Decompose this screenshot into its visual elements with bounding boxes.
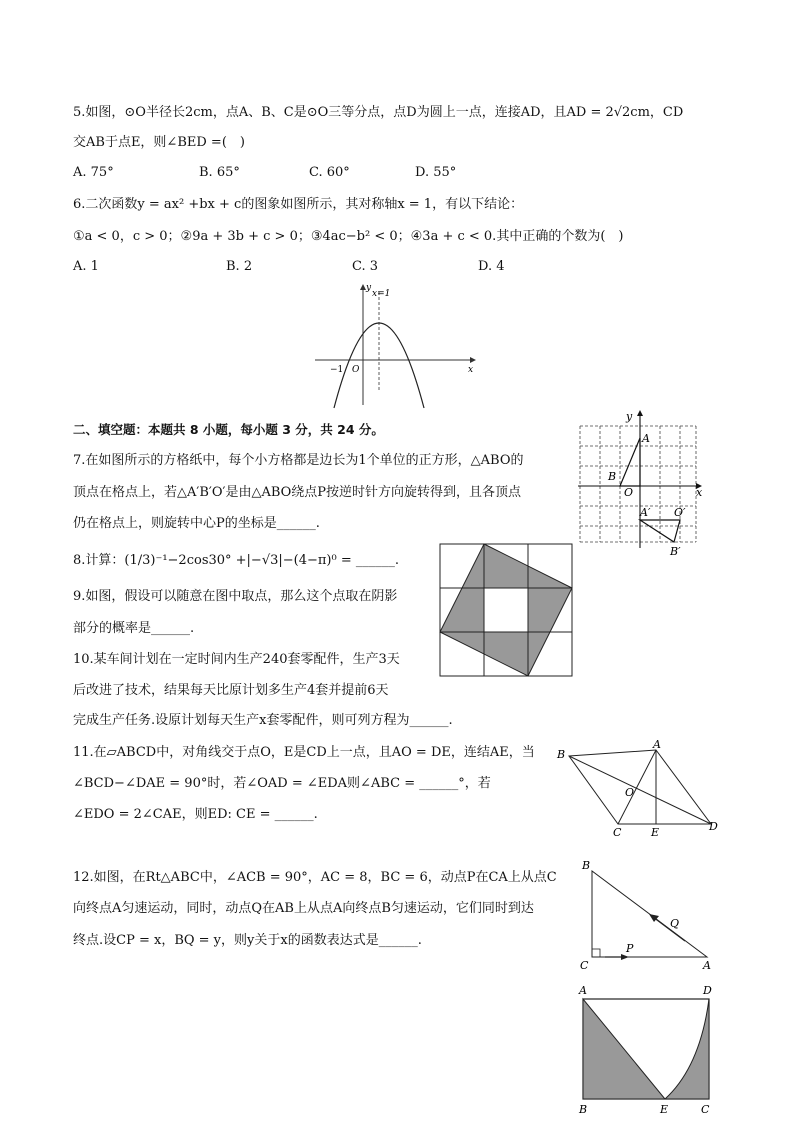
q7-triangle-abo	[620, 438, 640, 486]
q7-label-y: y	[626, 410, 633, 423]
q9-shaded-figure	[439, 543, 574, 678]
q11-label-b: B	[557, 748, 566, 761]
q6-label-axis: x=1	[372, 289, 391, 299]
q6-label-neg1: −1	[330, 365, 344, 375]
q10-line3: 完成生产任务.设原计划每天生产x套零配件，则可列方程为______.	[73, 713, 453, 728]
q7-label-o: O	[624, 486, 634, 499]
section2-heading: 二、填空题：本题共 8 小题，每小题 3 分，共 24 分。	[73, 422, 384, 437]
q7-grid-figure	[578, 408, 708, 558]
q6-option-b: B. 2	[226, 259, 253, 274]
q7-line1: 7.在如图所示的方格纸中，每个小方格都是边长为1个单位的正方形，△ABO的	[73, 453, 524, 468]
q6-label-x: x	[468, 365, 474, 375]
q12-triangle-figure	[575, 857, 720, 975]
q7-label-b: B	[608, 470, 617, 483]
q11-label-a: A	[653, 738, 661, 751]
q6-option-a: A. 1	[73, 259, 99, 274]
q10-line2: 后改进了技术，结果每天比原计划多生产4套并提前6天	[73, 683, 389, 698]
q6-label-y: y	[366, 283, 372, 293]
q5-option-d: D. 55°	[415, 165, 457, 180]
q7-label-a: A	[642, 432, 650, 445]
q12-line2: 向终点A匀速运动，同时，动点Q在AB上从点A向终点B匀速运动，它们同时到达	[73, 901, 534, 916]
q5-option-c: C. 60°	[309, 165, 350, 180]
q12-label-a: A	[703, 959, 711, 972]
q5-option-a: A. 75°	[73, 165, 114, 180]
q6-line1: 6.二次函数y = ax² +bx + c的图象如图所示，其对称轴x = 1，有以下结论：	[73, 197, 524, 212]
q6-option-d: D. 4	[478, 259, 505, 274]
q11-label-o: O	[625, 786, 635, 799]
q6-x-arrow	[470, 357, 476, 363]
q11-line2: ∠BCD−∠DAE = 90°时，若∠OAD = ∠EDA则∠ABC = ______°，若	[73, 776, 491, 791]
q11-parallelogram	[569, 750, 711, 824]
q13-label-b: B	[579, 1103, 588, 1116]
q11-line3: ∠EDO = 2∠CAE，则ED: CE = ______.	[73, 807, 318, 822]
q7-line2: 顶点在格点上，若△A′B′O′是由△ABO绕点P按逆时针方向旋转得到，且各顶点	[73, 485, 522, 500]
q6-parabola-curve	[334, 323, 424, 408]
q12-label-c: C	[580, 959, 589, 972]
q12-line1: 12.如图，在Rt△ABC中，∠ACB = 90°，AC = 8，BC = 6，动点P在CA上从点C	[73, 870, 557, 885]
q7-label-o-prime: O′	[674, 506, 686, 519]
q12-right-angle-mark	[592, 949, 600, 957]
q6-label-origin: O	[352, 365, 360, 375]
q11-label-e: E	[651, 826, 660, 839]
q13-rectangle-figure	[575, 982, 720, 1117]
q12-label-q: Q	[670, 917, 680, 930]
q5-line1: 5.如图，⊙O半径长2cm，点A、B、C是⊙O三等分点，点D为圆上一点，连接AD，且AD = 2√2cm，CD	[73, 105, 684, 120]
q11-label-d: D	[709, 820, 718, 833]
q11-diagonal-ac	[618, 750, 656, 824]
q11-diagonal-bd	[569, 756, 711, 824]
q7-label-x: x	[696, 486, 703, 499]
q9-center-square	[484, 588, 528, 632]
q7-y-arrow	[637, 410, 643, 416]
q12-label-p: P	[626, 942, 634, 955]
q8-line1: 8.计算：(1/3)⁻¹−2cos30° +|−√3|−(4−π)⁰ = ______.	[73, 553, 400, 568]
q13-label-a: A	[579, 984, 587, 997]
q6-option-c: C. 3	[352, 259, 379, 274]
q7-label-b-prime: B′	[670, 545, 681, 558]
q11-line1: 11.在▱ABCD中，对角线交于点O，E是CD上一点，且AO = DE，连结AE，当	[73, 745, 535, 760]
q11-label-c: C	[613, 826, 622, 839]
q5-option-b: B. 65°	[199, 165, 240, 180]
q12-triangle	[592, 871, 707, 957]
q5-line2: 交AB于点E，则∠BED =( )	[73, 135, 245, 150]
q13-label-e: E	[660, 1103, 669, 1116]
q13-label-c: C	[701, 1103, 710, 1116]
q7-label-a-prime: A′	[640, 506, 651, 519]
q6-parabola-figure	[310, 280, 480, 410]
q9-line1: 9.如图，假设可以随意在图中取点，那么这个点取在阴影	[73, 589, 398, 604]
q7-line3: 仍在格点上，则旋转中心P的坐标是______.	[73, 516, 320, 531]
q6-line2: ①a < 0，c > 0；②9a + 3b + c > 0；③4ac−b² < 0；④3a + c < 0.其中正确的个数为( )	[73, 229, 624, 244]
q11-parallelogram-figure	[555, 740, 725, 840]
q13-label-d: D	[703, 984, 712, 997]
q12-arrow-q-shaft	[653, 917, 685, 941]
q10-line1: 10.某车间计划在一定时间内生产240套零配件，生产3天	[73, 652, 400, 667]
q9-line2: 部分的概率是______.	[73, 621, 195, 636]
q12-label-b: B	[582, 859, 591, 872]
q12-line3: 终点.设CP = x，BQ = y，则y关于x的函数表达式是______.	[73, 933, 422, 948]
